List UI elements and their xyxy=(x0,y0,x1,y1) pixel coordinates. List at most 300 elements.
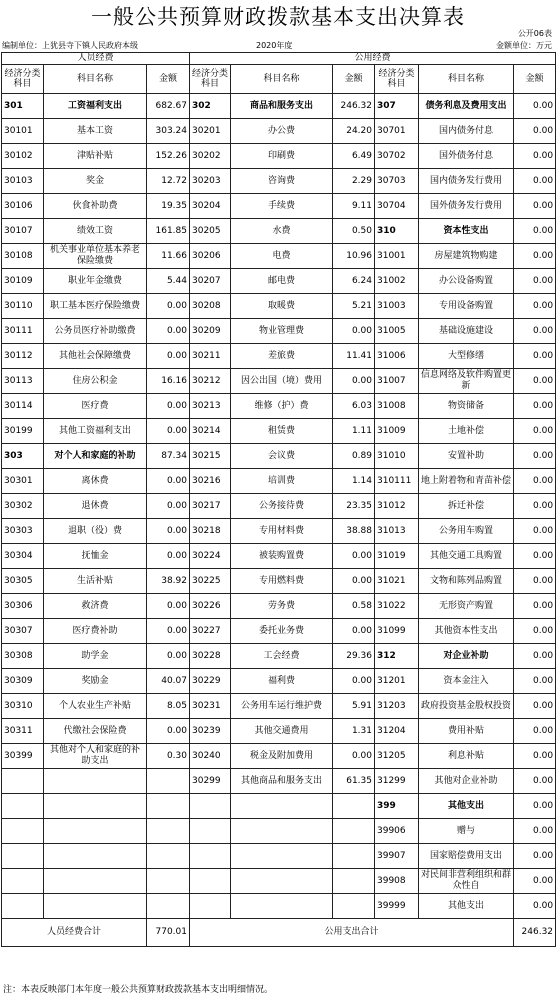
column-header-row xyxy=(2,65,556,94)
amount-cell: 0.00 xyxy=(514,669,556,694)
amount-cell: 0.58 xyxy=(333,594,375,619)
name-cell: 租赁费 xyxy=(231,419,333,444)
name-cell: 其他对企业补助 xyxy=(419,769,514,794)
col-header-name: 科目名称 xyxy=(44,65,147,94)
amount-unit: 金额单位：万元 xyxy=(496,41,552,50)
amount-cell: 0.00 xyxy=(514,519,556,544)
name-cell: 利息补贴 xyxy=(419,744,514,769)
name-cell: 差旅费 xyxy=(231,344,333,369)
amount-cell: 0.00 xyxy=(514,569,556,594)
name-cell: 安置补助 xyxy=(419,444,514,469)
name-cell: 专用设备购置 xyxy=(419,294,514,319)
col-header-name: 科目名称 xyxy=(419,65,514,94)
name-cell: 抚恤金 xyxy=(44,544,147,569)
code-cell: 30305 xyxy=(2,569,44,594)
code-cell: 30202 xyxy=(190,144,231,169)
name-cell: 医疗费 xyxy=(44,394,147,419)
name-cell: 专用燃料费 xyxy=(231,569,333,594)
code-cell: 30212 xyxy=(190,369,231,394)
amount-cell: 38.88 xyxy=(333,519,375,544)
table-row xyxy=(2,244,556,269)
amount-cell: 1.31 xyxy=(333,719,375,744)
name-cell: 资本金注入 xyxy=(419,669,514,694)
name-cell xyxy=(231,819,333,844)
amount-cell: 0.00 xyxy=(333,569,375,594)
code-cell: 31201 xyxy=(375,669,419,694)
amount-cell: 0.00 xyxy=(333,369,375,394)
amount-cell xyxy=(147,794,190,819)
code-cell: 31019 xyxy=(375,544,419,569)
table-row xyxy=(2,319,556,344)
name-cell xyxy=(231,894,333,919)
table-row xyxy=(2,694,556,719)
table-row xyxy=(2,119,556,144)
amount-cell: 11.66 xyxy=(147,244,190,269)
code-cell: 30209 xyxy=(190,319,231,344)
code-cell: 30108 xyxy=(2,244,44,269)
code-cell: 30101 xyxy=(2,119,44,144)
totals-row xyxy=(2,919,556,947)
code-cell: 30399 xyxy=(2,744,44,769)
table-row xyxy=(2,194,556,219)
amount-cell: 1.14 xyxy=(333,469,375,494)
amount-cell: 0.00 xyxy=(147,344,190,369)
code-cell xyxy=(190,794,231,819)
name-cell xyxy=(231,844,333,869)
name-cell: 个人农业生产补贴 xyxy=(44,694,147,719)
amount-cell: 0.00 xyxy=(514,494,556,519)
amount-cell: 19.35 xyxy=(147,194,190,219)
name-cell: 无形资产购置 xyxy=(419,594,514,619)
col-header-code: 经济分类科目 xyxy=(375,65,419,94)
table-row xyxy=(2,494,556,519)
name-cell: 对企业补助 xyxy=(419,644,514,669)
code-cell: 30211 xyxy=(190,344,231,369)
code-cell: 30704 xyxy=(375,194,419,219)
table-row xyxy=(2,269,556,294)
name-cell: 生活补贴 xyxy=(44,569,147,594)
code-cell: 31299 xyxy=(375,769,419,794)
name-cell: 赠与 xyxy=(419,819,514,844)
name-cell: 拆迁补偿 xyxy=(419,494,514,519)
name-cell: 会议费 xyxy=(231,444,333,469)
name-cell: 救济费 xyxy=(44,594,147,619)
code-cell: 303 xyxy=(2,444,44,469)
code-cell: 30103 xyxy=(2,169,44,194)
amount-cell: 0.00 xyxy=(333,544,375,569)
code-cell xyxy=(2,769,44,794)
amount-cell xyxy=(147,769,190,794)
table-row xyxy=(2,844,556,869)
name-cell: 大型修缮 xyxy=(419,344,514,369)
amount-cell: 0.00 xyxy=(514,444,556,469)
code-cell: 30703 xyxy=(375,169,419,194)
code-cell: 39907 xyxy=(375,844,419,869)
name-cell: 其他工资福利支出 xyxy=(44,419,147,444)
org-name: 编制单位：上犹县寺下镇人民政府本级 xyxy=(2,41,138,50)
code-cell: 399 xyxy=(375,794,419,819)
amount-cell: 38.92 xyxy=(147,569,190,594)
expense-table xyxy=(1,52,556,947)
code-cell: 30201 xyxy=(190,119,231,144)
name-cell: 机关事业单位基本养老保险缴费 xyxy=(44,244,147,269)
amount-cell: 0.00 xyxy=(514,119,556,144)
name-cell: 信息网络及软件购置更新 xyxy=(419,369,514,394)
name-cell: 基础设施建设 xyxy=(419,319,514,344)
name-cell: 福利费 xyxy=(231,669,333,694)
col-header-code: 经济分类科目 xyxy=(190,65,231,94)
name-cell: 奖金 xyxy=(44,169,147,194)
name-cell: 其他支出 xyxy=(419,794,514,819)
name-cell: 国外债务发行费用 xyxy=(419,194,514,219)
code-cell: 31009 xyxy=(375,419,419,444)
code-cell: 30102 xyxy=(2,144,44,169)
amount-cell: 0.00 xyxy=(147,319,190,344)
amount-cell: 61.35 xyxy=(333,769,375,794)
amount-cell: 0.00 xyxy=(147,719,190,744)
code-cell: 30310 xyxy=(2,694,44,719)
amount-cell: 0.00 xyxy=(147,619,190,644)
name-cell: 离休费 xyxy=(44,469,147,494)
amount-cell xyxy=(147,844,190,869)
name-cell: 电费 xyxy=(231,244,333,269)
name-cell: 物资储备 xyxy=(419,394,514,419)
name-cell: 公务接待费 xyxy=(231,494,333,519)
name-cell xyxy=(44,869,147,894)
amount-cell: 1.11 xyxy=(333,419,375,444)
name-cell: 专用材料费 xyxy=(231,519,333,544)
code-cell: 30303 xyxy=(2,519,44,544)
code-cell: 310 xyxy=(375,219,419,244)
code-cell: 31002 xyxy=(375,269,419,294)
amount-cell: 152.26 xyxy=(147,144,190,169)
amount-cell: 40.07 xyxy=(147,669,190,694)
amount-cell: 5.21 xyxy=(333,294,375,319)
name-cell: 培训费 xyxy=(231,469,333,494)
amount-cell: 0.00 xyxy=(514,769,556,794)
table-row xyxy=(2,169,556,194)
code-cell: 312 xyxy=(375,644,419,669)
amount-cell xyxy=(333,794,375,819)
amount-cell xyxy=(333,819,375,844)
code-cell: 30111 xyxy=(2,319,44,344)
amount-cell: 6.49 xyxy=(333,144,375,169)
name-cell: 其他资本性支出 xyxy=(419,619,514,644)
name-cell: 被装购置费 xyxy=(231,544,333,569)
table-row xyxy=(2,469,556,494)
code-cell: 30239 xyxy=(190,719,231,744)
name-cell: 住房公积金 xyxy=(44,369,147,394)
amount-cell: 5.91 xyxy=(333,694,375,719)
code-cell: 31008 xyxy=(375,394,419,419)
table-row xyxy=(2,869,556,894)
code-cell: 30110 xyxy=(2,294,44,319)
amount-cell: 161.85 xyxy=(147,219,190,244)
name-cell: 办公设备购置 xyxy=(419,269,514,294)
code-cell: 30109 xyxy=(2,269,44,294)
name-cell: 资本性支出 xyxy=(419,219,514,244)
table-row xyxy=(2,519,556,544)
name-cell: 因公出国（境）费用 xyxy=(231,369,333,394)
amount-cell: 0.00 xyxy=(147,294,190,319)
amount-cell: 23.35 xyxy=(333,494,375,519)
code-cell: 31099 xyxy=(375,619,419,644)
code-cell: 30205 xyxy=(190,219,231,244)
name-cell: 工资福利支出 xyxy=(44,94,147,119)
name-cell: 邮电费 xyxy=(231,269,333,294)
code-cell: 30207 xyxy=(190,269,231,294)
amount-cell: 0.00 xyxy=(514,419,556,444)
name-cell: 对个人和家庭的补助 xyxy=(44,444,147,469)
code-cell xyxy=(2,869,44,894)
code-cell: 30225 xyxy=(190,569,231,594)
code-cell: 30199 xyxy=(2,419,44,444)
col-header-amount: 金额 xyxy=(147,65,190,94)
amount-cell: 0.00 xyxy=(514,169,556,194)
code-cell: 30240 xyxy=(190,744,231,769)
amount-cell: 0.00 xyxy=(514,194,556,219)
name-cell: 委托业务费 xyxy=(231,619,333,644)
amount-cell xyxy=(147,819,190,844)
code-cell: 30106 xyxy=(2,194,44,219)
name-cell: 职业年金缴费 xyxy=(44,269,147,294)
code-cell: 31007 xyxy=(375,369,419,394)
total-public-value: 246.32 xyxy=(514,919,556,947)
total-personnel-label: 人员经费合计 xyxy=(2,919,147,947)
report-title: 一般公共预算财政拨款基本支出决算表 xyxy=(91,5,465,29)
amount-cell: 0.00 xyxy=(514,894,556,919)
name-cell: 国内债务发行费用 xyxy=(419,169,514,194)
amount-cell: 29.36 xyxy=(333,644,375,669)
group-header-row xyxy=(2,53,556,65)
amount-cell: 0.00 xyxy=(147,469,190,494)
name-cell: 助学金 xyxy=(44,644,147,669)
code-cell: 30231 xyxy=(190,694,231,719)
code-cell xyxy=(190,844,231,869)
amount-cell: 0.00 xyxy=(514,244,556,269)
name-cell: 债务利息及费用支出 xyxy=(419,94,514,119)
code-cell xyxy=(2,894,44,919)
table-row xyxy=(2,419,556,444)
name-cell: 代缴社会保险费 xyxy=(44,719,147,744)
name-cell: 手续费 xyxy=(231,194,333,219)
code-cell: 31003 xyxy=(375,294,419,319)
report-year: 2020年度 xyxy=(256,41,293,50)
name-cell: 印刷费 xyxy=(231,144,333,169)
name-cell: 绩效工资 xyxy=(44,219,147,244)
code-cell xyxy=(190,869,231,894)
code-cell xyxy=(190,894,231,919)
table-row xyxy=(2,719,556,744)
amount-cell: 0.00 xyxy=(514,394,556,419)
amount-cell: 0.00 xyxy=(333,744,375,769)
code-cell: 39906 xyxy=(375,819,419,844)
code-cell: 30301 xyxy=(2,469,44,494)
amount-cell: 12.72 xyxy=(147,169,190,194)
code-cell: 31204 xyxy=(375,719,419,744)
total-personnel-value: 770.01 xyxy=(147,919,190,947)
name-cell: 其他商品和服务支出 xyxy=(231,769,333,794)
code-cell: 30214 xyxy=(190,419,231,444)
code-cell: 30702 xyxy=(375,144,419,169)
code-cell: 30215 xyxy=(190,444,231,469)
table-row xyxy=(2,144,556,169)
code-cell: 30302 xyxy=(2,494,44,519)
code-cell: 310111 xyxy=(375,469,419,494)
name-cell: 物业管理费 xyxy=(231,319,333,344)
code-cell: 31013 xyxy=(375,519,419,544)
amount-cell: 0.00 xyxy=(514,744,556,769)
name-cell: 公务员医疗补助缴费 xyxy=(44,319,147,344)
code-cell: 30107 xyxy=(2,219,44,244)
code-cell: 31021 xyxy=(375,569,419,594)
code-cell: 31012 xyxy=(375,494,419,519)
amount-cell: 0.00 xyxy=(514,619,556,644)
amount-cell: 0.00 xyxy=(514,869,556,894)
code-cell: 30218 xyxy=(190,519,231,544)
amount-cell: 0.00 xyxy=(147,519,190,544)
code-cell: 31001 xyxy=(375,244,419,269)
table-row xyxy=(2,594,556,619)
code-cell: 30307 xyxy=(2,619,44,644)
code-cell: 31010 xyxy=(375,444,419,469)
name-cell: 费用补贴 xyxy=(419,719,514,744)
table-row xyxy=(2,394,556,419)
name-cell: 对民间非营利组织和群众性自 xyxy=(419,869,514,894)
amount-cell: 0.00 xyxy=(147,494,190,519)
name-cell: 公务用车购置 xyxy=(419,519,514,544)
amount-cell: 0.00 xyxy=(147,594,190,619)
amount-cell: 0.00 xyxy=(147,394,190,419)
code-cell: 30228 xyxy=(190,644,231,669)
table-row xyxy=(2,619,556,644)
amount-cell: 0.00 xyxy=(514,344,556,369)
group-personnel-header: 人员经费 xyxy=(2,53,190,65)
amount-cell: 0.00 xyxy=(514,144,556,169)
amount-cell: 0.00 xyxy=(514,544,556,569)
name-cell: 土地补偿 xyxy=(419,419,514,444)
amount-cell: 0.00 xyxy=(514,819,556,844)
table-row xyxy=(2,344,556,369)
col-header-amount: 金额 xyxy=(514,65,556,94)
name-cell xyxy=(231,869,333,894)
name-cell xyxy=(44,769,147,794)
name-cell: 国家赔偿费用支出 xyxy=(419,844,514,869)
amount-cell: 0.00 xyxy=(514,219,556,244)
amount-cell: 9.11 xyxy=(333,194,375,219)
name-cell: 取暖费 xyxy=(231,294,333,319)
amount-cell: 0.00 xyxy=(514,794,556,819)
code-cell: 30308 xyxy=(2,644,44,669)
code-cell: 30113 xyxy=(2,369,44,394)
amount-cell: 682.67 xyxy=(147,94,190,119)
code-cell: 30112 xyxy=(2,344,44,369)
name-cell: 退职（役）费 xyxy=(44,519,147,544)
amount-cell: 0.00 xyxy=(514,844,556,869)
name-cell: 其他交通费用 xyxy=(231,719,333,744)
code-cell: 30311 xyxy=(2,719,44,744)
col-header-amount: 金额 xyxy=(333,65,375,94)
name-cell: 职工基本医疗保险缴费 xyxy=(44,294,147,319)
name-cell: 国内债务付息 xyxy=(419,119,514,144)
code-cell: 30206 xyxy=(190,244,231,269)
amount-cell: 6.24 xyxy=(333,269,375,294)
amount-cell xyxy=(333,869,375,894)
name-cell: 国外债务付息 xyxy=(419,144,514,169)
amount-cell: 303.24 xyxy=(147,119,190,144)
code-cell: 30226 xyxy=(190,594,231,619)
amount-cell: 0.30 xyxy=(147,744,190,769)
table-row xyxy=(2,294,556,319)
amount-cell xyxy=(147,869,190,894)
code-cell: 30229 xyxy=(190,669,231,694)
footnote: 注：本表反映部门本年度一般公共预算财政拨款基本支出明细情况。 xyxy=(3,985,274,995)
code-cell: 30216 xyxy=(190,469,231,494)
name-cell: 其他交通工具购置 xyxy=(419,544,514,569)
name-cell: 伙食补助费 xyxy=(44,194,147,219)
name-cell: 退休费 xyxy=(44,494,147,519)
code-cell: 30208 xyxy=(190,294,231,319)
amount-cell: 0.50 xyxy=(333,219,375,244)
code-cell: 31022 xyxy=(375,594,419,619)
total-public-label: 公用支出合计 xyxy=(190,919,514,947)
col-header-name: 科目名称 xyxy=(231,65,333,94)
amount-cell: 0.00 xyxy=(514,694,556,719)
amount-cell: 6.03 xyxy=(333,394,375,419)
code-cell: 31203 xyxy=(375,694,419,719)
amount-cell: 0.00 xyxy=(514,319,556,344)
code-cell: 30213 xyxy=(190,394,231,419)
name-cell: 公务用车运行维护费 xyxy=(231,694,333,719)
name-cell: 文物和陈列品购置 xyxy=(419,569,514,594)
name-cell: 地上附着物和青苗补偿 xyxy=(419,469,514,494)
code-cell: 30227 xyxy=(190,619,231,644)
code-cell: 307 xyxy=(375,94,419,119)
table-row xyxy=(2,94,556,119)
code-cell: 39908 xyxy=(375,869,419,894)
table-row xyxy=(2,669,556,694)
name-cell: 办公费 xyxy=(231,119,333,144)
amount-cell: 16.16 xyxy=(147,369,190,394)
code-cell: 30224 xyxy=(190,544,231,569)
amount-cell: 11.41 xyxy=(333,344,375,369)
code-cell xyxy=(2,794,44,819)
name-cell xyxy=(44,844,147,869)
code-cell: 31205 xyxy=(375,744,419,769)
code-cell: 39999 xyxy=(375,894,419,919)
name-cell: 房屋建筑物购建 xyxy=(419,244,514,269)
group-public-header: 公用经费 xyxy=(190,53,556,65)
name-cell: 奖励金 xyxy=(44,669,147,694)
amount-cell: 8.05 xyxy=(147,694,190,719)
table-row xyxy=(2,544,556,569)
table-row xyxy=(2,219,556,244)
code-cell: 31006 xyxy=(375,344,419,369)
table-row xyxy=(2,369,556,394)
name-cell: 水费 xyxy=(231,219,333,244)
table-row xyxy=(2,444,556,469)
name-cell: 商品和服务支出 xyxy=(231,94,333,119)
amount-cell: 0.00 xyxy=(147,644,190,669)
name-cell: 其他对个人和家庭的补助支出 xyxy=(44,744,147,769)
code-cell: 301 xyxy=(2,94,44,119)
code-cell: 30114 xyxy=(2,394,44,419)
code-cell: 30309 xyxy=(2,669,44,694)
name-cell: 其他社会保障缴费 xyxy=(44,344,147,369)
name-cell: 咨询费 xyxy=(231,169,333,194)
amount-cell xyxy=(147,894,190,919)
code-cell: 30299 xyxy=(190,769,231,794)
